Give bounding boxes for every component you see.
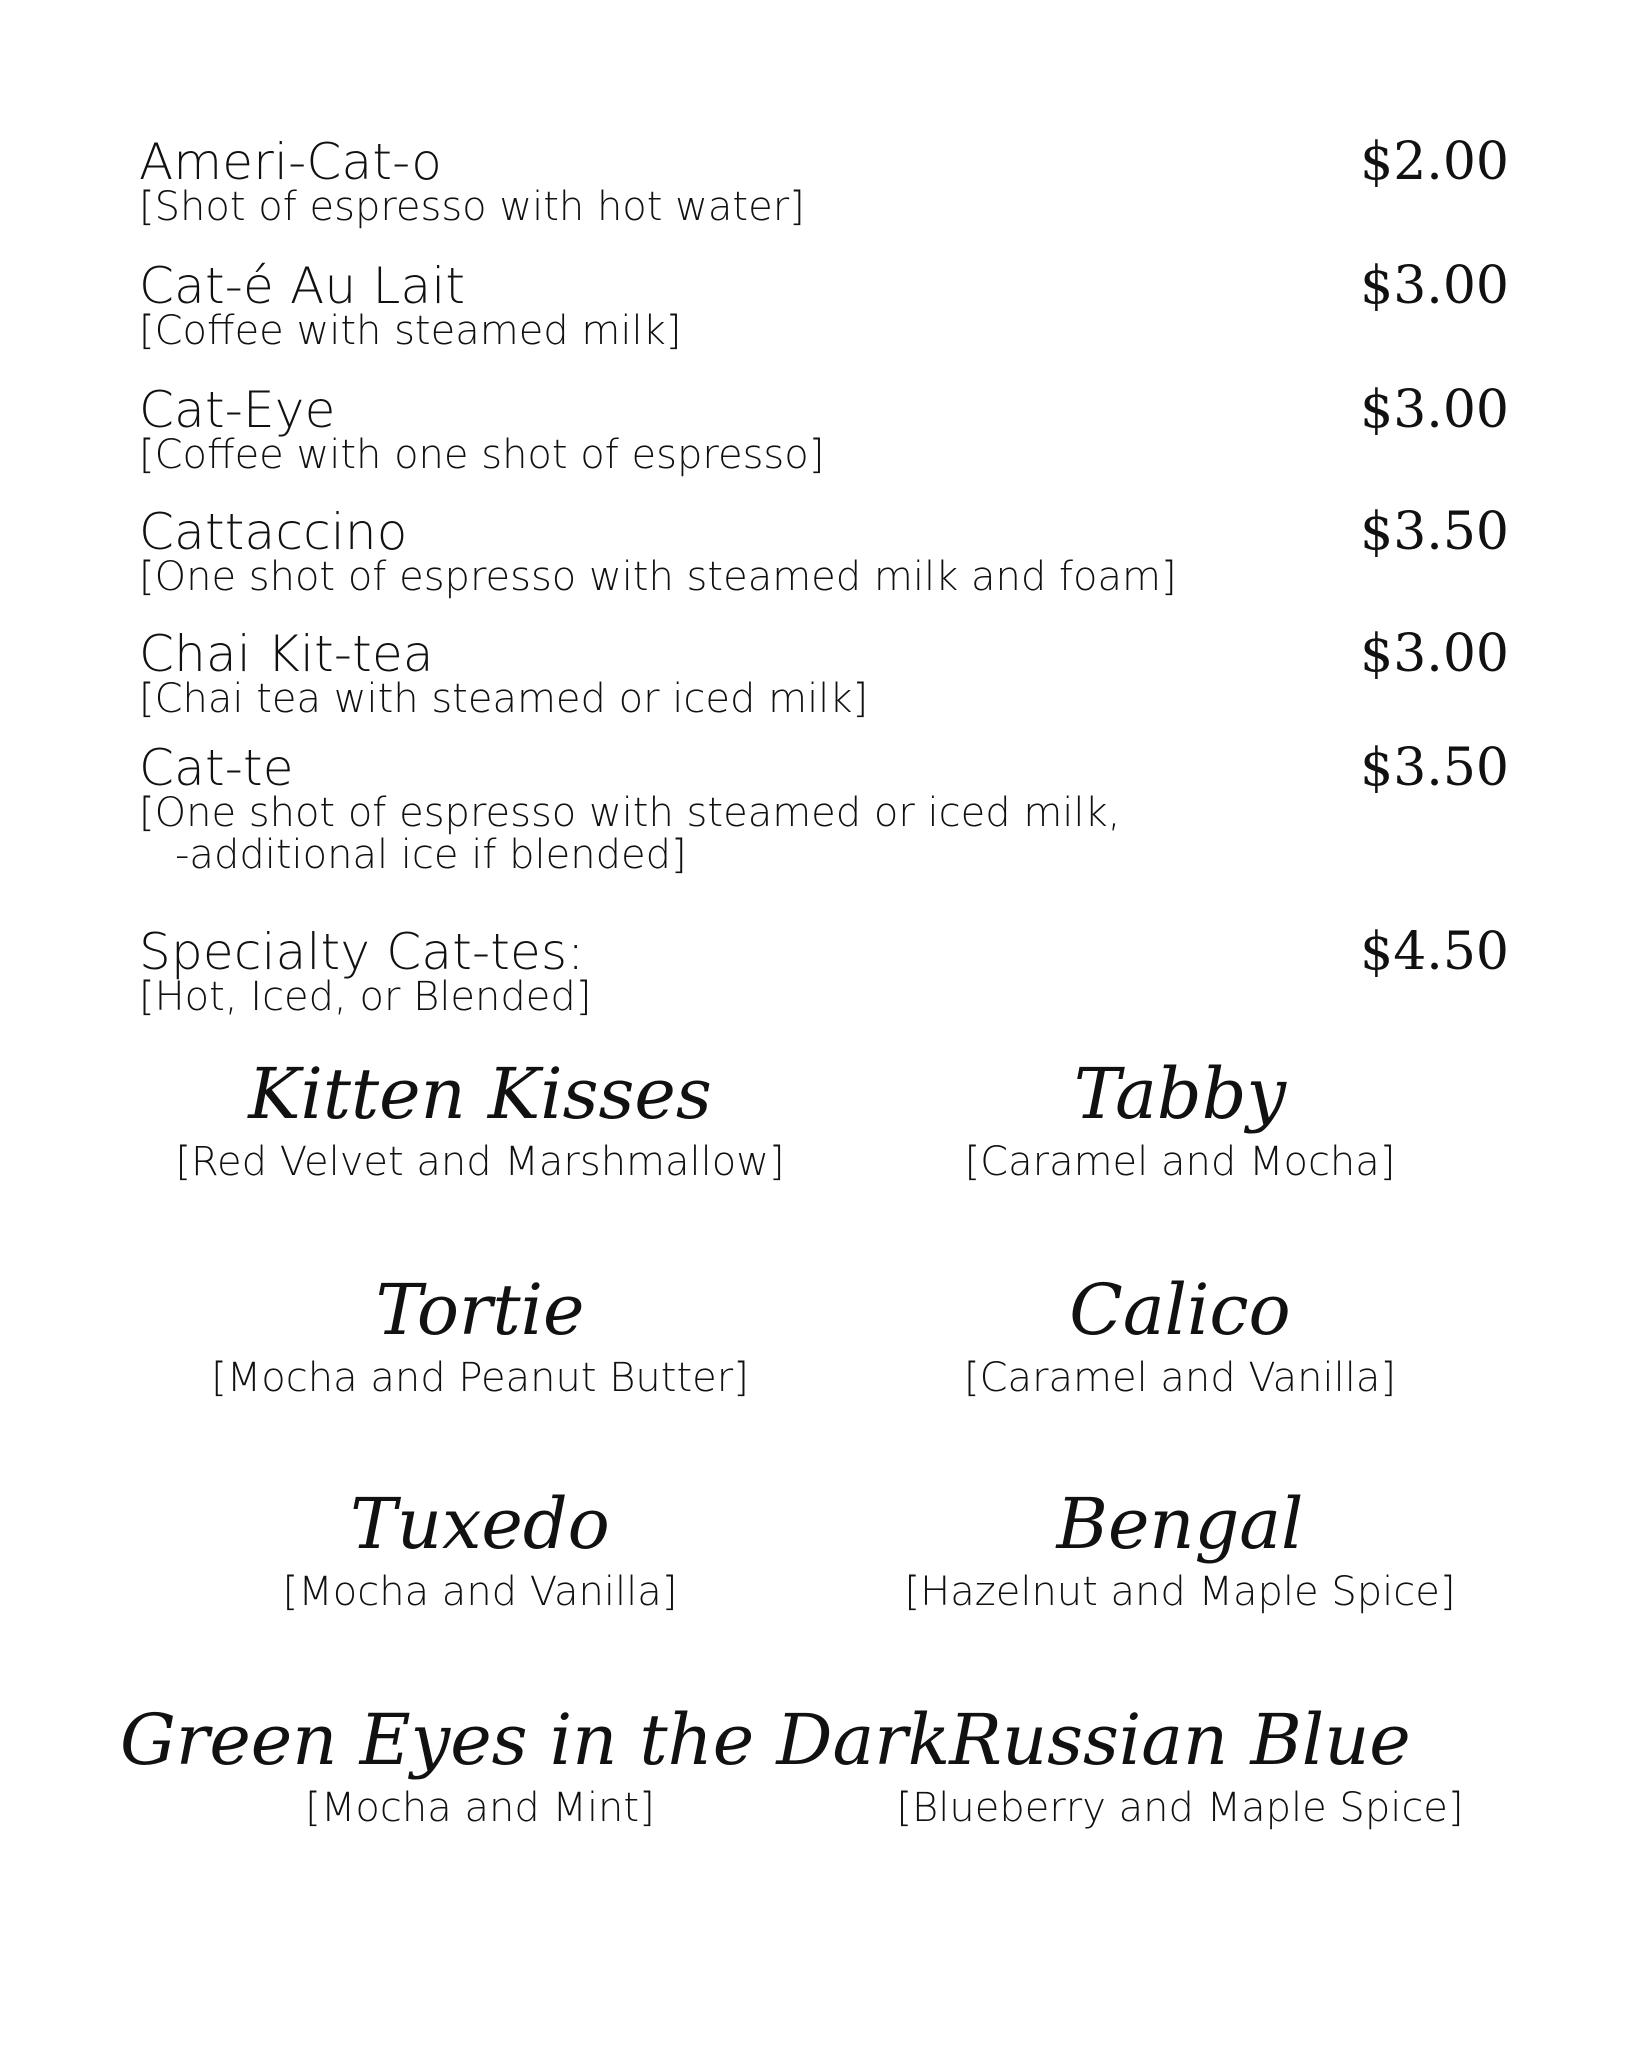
specialty-bengal	[820, 1480, 1540, 1616]
specialty-flavors: [Blueberry and Maple Spice]	[896, 1785, 1464, 1831]
item-description-line-2: -additional ice if blended]	[175, 832, 687, 878]
specialty-tortie	[120, 1266, 840, 1402]
specialty-name: Russian Blue	[949, 1699, 1411, 1781]
specialty-name: Green Eyes in the Dark	[120, 1699, 951, 1781]
specialty-flavors: [Hazelnut and Maple Spice]	[904, 1569, 1456, 1615]
menu-item-cat-eye	[139, 380, 1509, 478]
item-price: $3.00	[1360, 380, 1509, 440]
item-description: [Coffee with steamed milk]	[139, 308, 682, 354]
specialty-flavors: [Mocha and Mint]	[305, 1785, 655, 1831]
specialty-flavors: [Caramel and Mocha]	[964, 1139, 1396, 1185]
item-name: Chai Kit-tea	[139, 625, 434, 683]
specialty-kitten-kisses	[120, 1050, 840, 1186]
specialty-green-eyes-in-the-dark	[120, 1696, 951, 1832]
specialty-calico	[820, 1266, 1540, 1402]
specialty-tabby	[820, 1050, 1540, 1186]
menu-item-ameri-cat-o	[139, 132, 1509, 230]
specialty-name: Kitten Kisses	[248, 1053, 712, 1135]
specialty-name: Tabby	[1073, 1053, 1287, 1135]
menu-item-specialty-cat-tes	[139, 922, 1509, 1020]
specialty-name: Tuxedo	[350, 1483, 610, 1565]
item-name: Cat-é Au Lait	[139, 257, 466, 315]
item-name: Cat-te	[139, 739, 294, 797]
item-name: Ameri-Cat-o	[139, 133, 443, 191]
item-price: $4.50	[1360, 922, 1509, 982]
specialty-tuxedo	[120, 1480, 840, 1616]
specialty-flavors: [Mocha and Vanilla]	[282, 1569, 678, 1615]
item-name: Specialty Cat-tes:	[139, 923, 585, 981]
item-description: [One shot of espresso with steamed or iced milk,	[139, 790, 1121, 836]
item-name: Cattaccino	[139, 503, 408, 561]
item-description: [Hot, Iced, or Blended]	[139, 974, 592, 1020]
item-description: [Coffee with one shot of espresso]	[139, 432, 825, 478]
menu-item-cat-te	[139, 738, 1509, 878]
specialty-flavors: [Red Velvet and Marshmallow]	[175, 1139, 785, 1185]
specialty-russian-blue	[820, 1696, 1540, 1832]
item-price: $2.00	[1360, 132, 1509, 192]
item-price: $3.00	[1360, 624, 1509, 684]
item-description: [One shot of espresso with steamed milk and foam]	[139, 554, 1177, 600]
item-price: $3.00	[1360, 256, 1509, 316]
item-description: [Chai tea with steamed or iced milk]	[139, 676, 869, 722]
item-description: [Shot of espresso with hot water]	[139, 184, 805, 230]
menu-item-cat-e-au-lait	[139, 256, 1509, 354]
menu-item-chai-kit-tea	[139, 624, 1509, 722]
item-name: Cat-Eye	[139, 381, 336, 439]
specialty-flavors: [Caramel and Vanilla]	[964, 1355, 1396, 1401]
item-price: $3.50	[1360, 738, 1509, 798]
specialty-name: Tortie	[375, 1269, 585, 1351]
specialty-flavors: [Mocha and Peanut Butter]	[211, 1355, 749, 1401]
specialty-name: Calico	[1069, 1269, 1291, 1351]
item-price: $3.50	[1360, 502, 1509, 562]
specialty-name: Bengal	[1056, 1483, 1304, 1565]
menu-item-cattaccino	[139, 502, 1509, 600]
